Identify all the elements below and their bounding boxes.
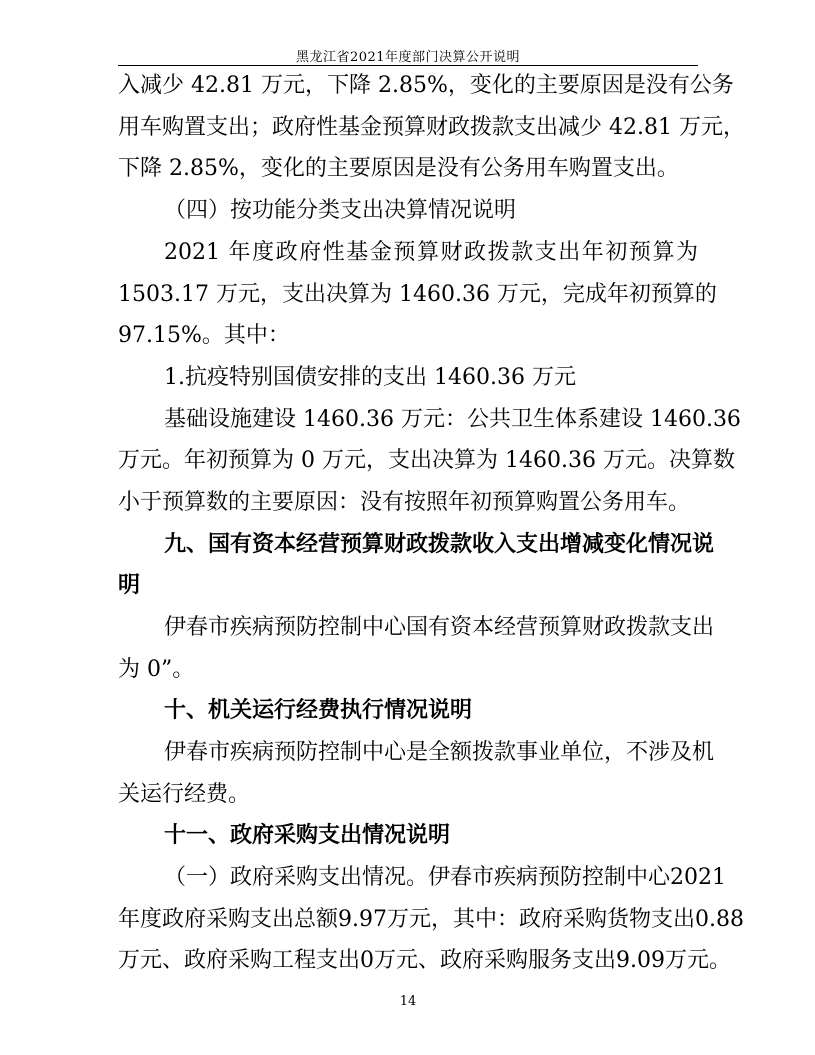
body-line: 下降 2.85%，变化的主要原因是没有公务用车购置支出。 bbox=[118, 156, 679, 181]
body-line: 万元、政府采购工程支出0万元、政府采购服务支出9.09万元。 bbox=[118, 948, 731, 973]
body-line: 入减少 42.81 万元，下降 2.85%，变化的主要原因是没有公务 bbox=[118, 73, 734, 98]
body-line: 年度政府采购支出总额9.97万元，其中：政府采购货物支出0.88 bbox=[118, 907, 744, 932]
running-header: 黑龙江省2021年度部门决算公开说明 bbox=[295, 50, 521, 65]
page-number: 14 bbox=[399, 994, 417, 1009]
header-rule bbox=[118, 65, 698, 66]
body-line: 1503.17 万元，支出决算为 1460.36 万元，完成年初预算的 bbox=[118, 282, 717, 307]
body-line: 2021 年度政府性基金预算财政拨款支出年初预算为 bbox=[164, 240, 698, 265]
body-line: 小于预算数的主要原因：没有按照年初预算购置公务用车。 bbox=[118, 490, 691, 515]
section-heading-9: 九、国有资本经营预算财政拨款收入支出增减变化情况说 bbox=[164, 532, 715, 557]
body-line: 用车购置支出；政府性基金预算财政拨款支出减少 42.81 万元， bbox=[118, 115, 745, 140]
body-line: 97.15%。其中： bbox=[118, 323, 290, 348]
body-line: （一）政府采购支出情况。伊春市疾病预防控制中心2021 bbox=[164, 865, 726, 890]
section-heading-10: 十、机关运行经费执行情况说明 bbox=[164, 698, 473, 723]
list-item: 1.抗疫特别国债安排的支出 1460.36 万元 bbox=[164, 365, 576, 390]
body-line: 伊春市疾病预防控制中心国有资本经营预算财政拨款支出 bbox=[164, 615, 715, 640]
section-heading-11: 十一、政府采购支出情况说明 bbox=[164, 823, 451, 848]
section-heading: （四）按功能分类支出决算情况说明 bbox=[164, 198, 517, 223]
body-line: 关运行经费。 bbox=[118, 782, 251, 807]
body-line: 万元。年初预算为 0 万元，支出决算为 1460.36 万元。决算数 bbox=[118, 448, 735, 473]
body-line: 基础设施建设 1460.36 万元：公共卫生体系建设 1460.36 bbox=[164, 407, 741, 432]
body-line: 为 0”。 bbox=[118, 657, 195, 682]
section-heading-9-cont: 明 bbox=[118, 573, 141, 598]
body-line: 伊春市疾病预防控制中心是全额拨款事业单位，不涉及机 bbox=[164, 740, 715, 765]
